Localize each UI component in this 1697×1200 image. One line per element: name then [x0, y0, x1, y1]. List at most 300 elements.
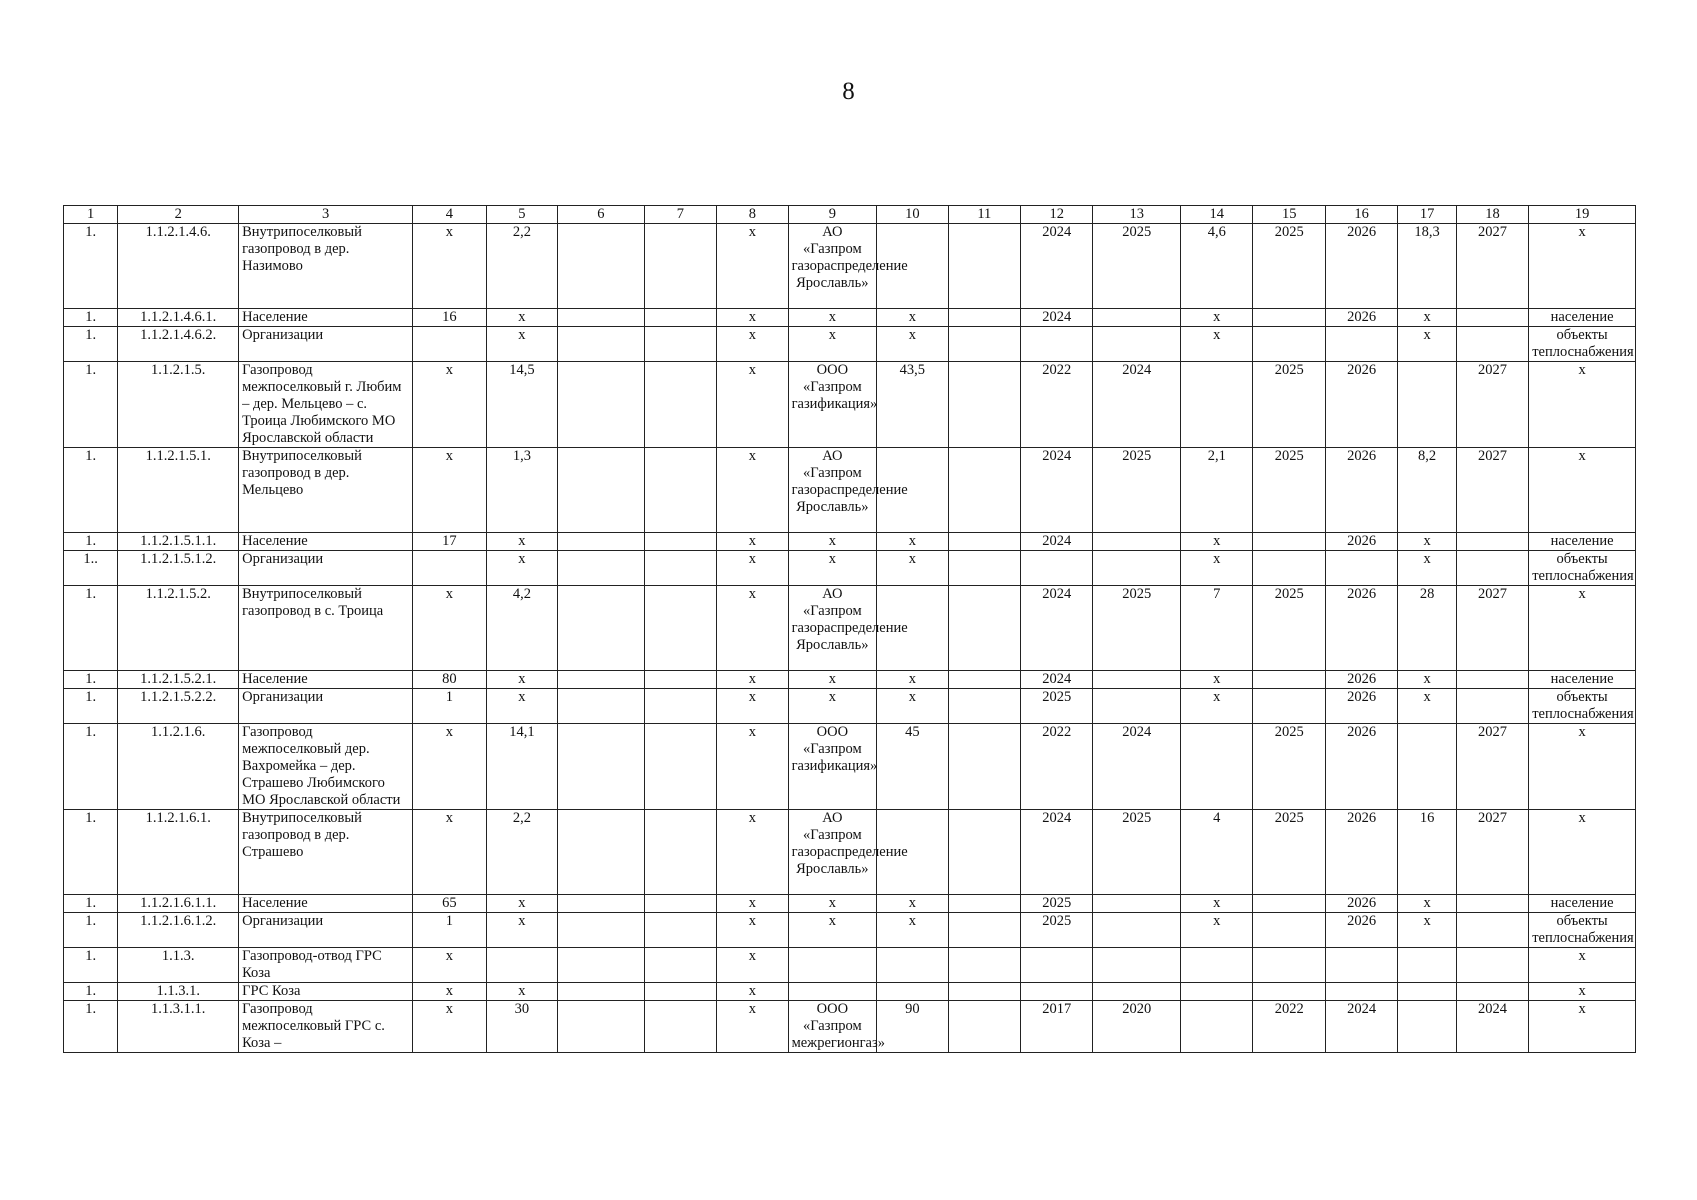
table-cell-col-7: [644, 913, 716, 948]
table-cell-col-15: 2025: [1253, 724, 1325, 810]
table-cell-col-16: 2026: [1325, 448, 1397, 533]
table-cell-col-2: 1.1.2.1.5.1.: [118, 448, 239, 533]
table-cell-col-5: х: [486, 309, 557, 327]
table-cell-col-4: [413, 327, 486, 362]
table-cell-col-5: [486, 948, 557, 983]
table-cell-col-19: объекты теплоснабжения: [1529, 551, 1636, 586]
table-cell-col-2: 1.1.2.1.6.: [118, 724, 239, 810]
table-cell-col-7: [644, 533, 716, 551]
table-cell-col-6: [558, 533, 645, 551]
column-header-16: 16: [1325, 206, 1397, 224]
table-body: [64, 224, 1636, 1053]
table-row: [64, 913, 1636, 948]
table-cell-col-18: 2027: [1456, 362, 1528, 448]
table-cell-col-12: 2017: [1021, 1001, 1093, 1053]
table-cell-col-4: 65: [413, 895, 486, 913]
table-cell-col-4: 80: [413, 671, 486, 689]
table-cell-col-14: [1181, 948, 1253, 983]
table-cell-col-18: 2027: [1456, 724, 1528, 810]
table-cell-col-15: [1253, 983, 1325, 1001]
table-cell-col-15: 2025: [1253, 586, 1325, 671]
table-cell-col-3: Внутрипоселковый газопровод в дер. Назимово: [239, 224, 413, 309]
table-cell-col-15: [1253, 913, 1325, 948]
table-row: [64, 689, 1636, 724]
table-cell-col-18: [1456, 948, 1528, 983]
table-cell-col-2: 1.1.2.1.5.2.: [118, 586, 239, 671]
table-cell-col-18: 2027: [1456, 810, 1528, 895]
table-cell-col-14: х: [1181, 309, 1253, 327]
table-cell-col-19: население: [1529, 671, 1636, 689]
table-cell-col-9: х: [788, 913, 877, 948]
table-cell-col-8: х: [717, 948, 788, 983]
table-cell-col-9: х: [788, 327, 877, 362]
table-cell-col-1: 1.: [64, 948, 118, 983]
table-cell-col-14: х: [1181, 913, 1253, 948]
table-cell-col-1: 1.: [64, 895, 118, 913]
table-cell-col-1: 1.: [64, 913, 118, 948]
table-cell-col-3: Население: [239, 895, 413, 913]
table-cell-col-13: [1093, 948, 1181, 983]
table-cell-col-19: х: [1529, 983, 1636, 1001]
table-cell-col-15: [1253, 551, 1325, 586]
table-cell-col-10: [877, 983, 948, 1001]
table-cell-col-11: [948, 551, 1020, 586]
table-cell-col-13: [1093, 671, 1181, 689]
table-cell-col-3: Внутрипоселковый газопровод в дер. Мельцево: [239, 448, 413, 533]
table-cell-col-8: х: [717, 913, 788, 948]
table-cell-col-19: х: [1529, 586, 1636, 671]
table-cell-col-16: [1325, 983, 1397, 1001]
table-cell-col-16: 2026: [1325, 689, 1397, 724]
column-header-5: 5: [486, 206, 557, 224]
table-cell-col-3: Организации: [239, 689, 413, 724]
table-cell-col-11: [948, 983, 1020, 1001]
table-cell-col-8: х: [717, 724, 788, 810]
table-cell-col-3: Газопровод-отвод ГРС Коза: [239, 948, 413, 983]
table-cell-col-5: х: [486, 913, 557, 948]
table-cell-col-14: х: [1181, 671, 1253, 689]
table-cell-col-13: [1093, 551, 1181, 586]
table-cell-col-16: 2024: [1325, 1001, 1397, 1053]
table-cell-col-14: [1181, 1001, 1253, 1053]
table-cell-col-14: [1181, 362, 1253, 448]
table-cell-col-10: х: [877, 671, 948, 689]
table-cell-col-13: [1093, 913, 1181, 948]
table-cell-col-8: х: [717, 224, 788, 309]
table-cell-col-11: [948, 327, 1020, 362]
table-cell-col-7: [644, 224, 716, 309]
table-cell-col-7: [644, 810, 716, 895]
table-cell-col-2: 1.1.2.1.5.2.2.: [118, 689, 239, 724]
table-cell-col-8: х: [717, 671, 788, 689]
table-cell-col-9: х: [788, 895, 877, 913]
table-cell-col-17: [1398, 983, 1456, 1001]
table-cell-col-17: х: [1398, 309, 1456, 327]
table-cell-col-17: 28: [1398, 586, 1456, 671]
table-cell-col-12: 2024: [1021, 810, 1093, 895]
table-cell-col-11: [948, 448, 1020, 533]
table-cell-col-6: [558, 586, 645, 671]
table-cell-col-18: [1456, 913, 1528, 948]
table-cell-col-18: 2024: [1456, 1001, 1528, 1053]
table-cell-col-12: 2024: [1021, 309, 1093, 327]
table-row: [64, 671, 1636, 689]
table-cell-col-18: 2027: [1456, 224, 1528, 309]
table-cell-col-14: 4,6: [1181, 224, 1253, 309]
table-cell-col-19: население: [1529, 309, 1636, 327]
table-cell-col-7: [644, 724, 716, 810]
table-cell-col-1: 1.: [64, 810, 118, 895]
table-cell-col-9: [788, 948, 877, 983]
table-cell-col-6: [558, 895, 645, 913]
table-row: [64, 983, 1636, 1001]
table-cell-col-10: х: [877, 327, 948, 362]
table-cell-col-13: 2024: [1093, 724, 1181, 810]
table-cell-col-9: АО «Газпром газораспределение Ярославль»: [788, 224, 877, 309]
table-cell-col-18: [1456, 983, 1528, 1001]
table-cell-col-12: 2025: [1021, 689, 1093, 724]
table-cell-col-7: [644, 671, 716, 689]
table-cell-col-13: [1093, 895, 1181, 913]
table-cell-col-4: х: [413, 448, 486, 533]
table-cell-col-14: 7: [1181, 586, 1253, 671]
table-row: [64, 948, 1636, 983]
table-cell-col-8: х: [717, 362, 788, 448]
table-cell-col-4: х: [413, 586, 486, 671]
table-row: [64, 362, 1636, 448]
table-cell-col-2: 1.1.2.1.5.1.2.: [118, 551, 239, 586]
table-cell-col-6: [558, 983, 645, 1001]
table-cell-col-19: объекты теплоснабжения: [1529, 689, 1636, 724]
table-cell-col-16: 2026: [1325, 362, 1397, 448]
table-cell-col-15: [1253, 327, 1325, 362]
table-cell-col-11: [948, 586, 1020, 671]
table-cell-col-5: х: [486, 689, 557, 724]
table-cell-col-14: [1181, 983, 1253, 1001]
table-cell-col-18: 2027: [1456, 448, 1528, 533]
table-cell-col-13: 2024: [1093, 362, 1181, 448]
table-cell-col-8: х: [717, 1001, 788, 1053]
table-cell-col-19: объекты теплоснабжения: [1529, 327, 1636, 362]
table-cell-col-12: 2024: [1021, 224, 1093, 309]
table-cell-col-9: ООО «Газпром газификация»: [788, 724, 877, 810]
table-cell-col-2: 1.1.2.1.4.6.1.: [118, 309, 239, 327]
table-cell-col-1: 1.: [64, 689, 118, 724]
column-header-18: 18: [1456, 206, 1528, 224]
table-cell-col-2: 1.1.2.1.6.1.1.: [118, 895, 239, 913]
table-cell-col-6: [558, 810, 645, 895]
table-cell-col-14: х: [1181, 895, 1253, 913]
table-cell-col-8: х: [717, 689, 788, 724]
table-cell-col-19: х: [1529, 724, 1636, 810]
table-cell-col-18: [1456, 309, 1528, 327]
table-cell-col-17: х: [1398, 671, 1456, 689]
table-row: [64, 309, 1636, 327]
column-header-2: 2: [118, 206, 239, 224]
table-cell-col-12: 2024: [1021, 533, 1093, 551]
table-cell-col-14: 4: [1181, 810, 1253, 895]
table-cell-col-2: 1.1.2.1.4.6.: [118, 224, 239, 309]
table-cell-col-13: [1093, 533, 1181, 551]
table-cell-col-15: 2025: [1253, 448, 1325, 533]
table-cell-col-14: х: [1181, 551, 1253, 586]
table-cell-col-6: [558, 724, 645, 810]
table-cell-col-12: 2024: [1021, 586, 1093, 671]
table-cell-col-5: х: [486, 551, 557, 586]
table-cell-col-17: [1398, 948, 1456, 983]
table-cell-col-3: Население: [239, 671, 413, 689]
table-cell-col-19: население: [1529, 895, 1636, 913]
table-cell-col-2: 1.1.2.1.5.2.1.: [118, 671, 239, 689]
table-cell-col-2: 1.1.3.: [118, 948, 239, 983]
table-cell-col-9: ООО «Газпром межрегионгаз»: [788, 1001, 877, 1053]
table-cell-col-2: 1.1.2.1.6.1.: [118, 810, 239, 895]
table-cell-col-2: 1.1.2.1.4.6.2.: [118, 327, 239, 362]
table-cell-col-10: 45: [877, 724, 948, 810]
table-cell-col-11: [948, 810, 1020, 895]
table-cell-col-15: 2022: [1253, 1001, 1325, 1053]
table-cell-col-16: 2026: [1325, 586, 1397, 671]
table-cell-col-8: х: [717, 551, 788, 586]
table-cell-col-15: [1253, 309, 1325, 327]
table-cell-col-17: х: [1398, 689, 1456, 724]
table-cell-col-8: х: [717, 895, 788, 913]
table-cell-col-16: 2026: [1325, 671, 1397, 689]
table-cell-col-13: 2025: [1093, 224, 1181, 309]
table-cell-col-4: х: [413, 948, 486, 983]
table-cell-col-4: 17: [413, 533, 486, 551]
table-cell-col-7: [644, 689, 716, 724]
table-cell-col-12: 2024: [1021, 448, 1093, 533]
table-cell-col-16: 2026: [1325, 533, 1397, 551]
table-cell-col-11: [948, 1001, 1020, 1053]
table-cell-col-8: х: [717, 309, 788, 327]
table-cell-col-6: [558, 551, 645, 586]
table-row: [64, 724, 1636, 810]
table-cell-col-11: [948, 533, 1020, 551]
table-cell-col-6: [558, 948, 645, 983]
table-cell-col-4: [413, 551, 486, 586]
table-cell-col-6: [558, 362, 645, 448]
table-cell-col-19: объекты теплоснабжения: [1529, 913, 1636, 948]
table-cell-col-16: [1325, 327, 1397, 362]
table-cell-col-1: 1.: [64, 1001, 118, 1053]
table-cell-col-9: ООО «Газпром газификация»: [788, 362, 877, 448]
table-cell-col-12: 2022: [1021, 362, 1093, 448]
table-cell-col-18: [1456, 551, 1528, 586]
table-cell-col-11: [948, 671, 1020, 689]
table-cell-col-6: [558, 448, 645, 533]
table-cell-col-11: [948, 689, 1020, 724]
column-header-3: 3: [239, 206, 413, 224]
table-cell-col-11: [948, 724, 1020, 810]
table-cell-col-3: Организации: [239, 913, 413, 948]
table-cell-col-1: 1.: [64, 533, 118, 551]
table-cell-col-15: 2025: [1253, 362, 1325, 448]
table-cell-col-18: [1456, 327, 1528, 362]
table-cell-col-5: 2,2: [486, 810, 557, 895]
table-row: [64, 448, 1636, 533]
table-cell-col-11: [948, 309, 1020, 327]
column-header-8: 8: [717, 206, 788, 224]
table-cell-col-16: 2026: [1325, 224, 1397, 309]
table-cell-col-9: АО «Газпром газораспределение Ярославль»: [788, 810, 877, 895]
table-cell-col-7: [644, 586, 716, 671]
table-cell-col-13: 2025: [1093, 448, 1181, 533]
table-cell-col-19: х: [1529, 810, 1636, 895]
table-cell-col-1: 1.: [64, 671, 118, 689]
table-row: [64, 224, 1636, 309]
table-cell-col-5: 30: [486, 1001, 557, 1053]
table-row: [64, 533, 1636, 551]
table-row: [64, 327, 1636, 362]
table-cell-col-14: х: [1181, 533, 1253, 551]
gas-pipeline-table: [63, 205, 1636, 1053]
table-cell-col-3: Газопровод межпоселковый г. Любим – дер. Мельцево – с. Троица Любимского МО Ярославской области: [239, 362, 413, 448]
table-cell-col-5: х: [486, 327, 557, 362]
table-cell-col-16: 2026: [1325, 895, 1397, 913]
table-cell-col-16: 2026: [1325, 309, 1397, 327]
table-cell-col-13: [1093, 689, 1181, 724]
table-cell-col-2: 1.1.2.1.6.1.2.: [118, 913, 239, 948]
table-cell-col-1: 1.: [64, 983, 118, 1001]
table-row: [64, 1001, 1636, 1053]
table-cell-col-13: [1093, 327, 1181, 362]
table-cell-col-13: 2020: [1093, 1001, 1181, 1053]
table-cell-col-5: х: [486, 671, 557, 689]
table-cell-col-8: х: [717, 533, 788, 551]
table-cell-col-12: [1021, 551, 1093, 586]
table-cell-col-1: 1.: [64, 586, 118, 671]
table-cell-col-15: 2025: [1253, 810, 1325, 895]
table-cell-col-11: [948, 895, 1020, 913]
table-cell-col-6: [558, 309, 645, 327]
table-cell-col-9: х: [788, 671, 877, 689]
table-cell-col-3: Организации: [239, 327, 413, 362]
table-cell-col-15: [1253, 671, 1325, 689]
table-cell-col-3: Газопровод межпоселковый дер. Вахромейка – дер. Страшево Любимского МО Ярославской области: [239, 724, 413, 810]
table-cell-col-10: [877, 948, 948, 983]
table-cell-col-17: [1398, 362, 1456, 448]
table-cell-col-15: 2025: [1253, 224, 1325, 309]
column-header-4: 4: [413, 206, 486, 224]
table-cell-col-4: х: [413, 983, 486, 1001]
table-cell-col-11: [948, 948, 1020, 983]
table-cell-col-10: х: [877, 689, 948, 724]
table-cell-col-9: х: [788, 551, 877, 586]
table-cell-col-4: 1: [413, 689, 486, 724]
table-cell-col-1: 1..: [64, 551, 118, 586]
table-cell-col-9: АО «Газпром газораспределение Ярославль»: [788, 448, 877, 533]
table-cell-col-10: х: [877, 895, 948, 913]
table-cell-col-8: х: [717, 327, 788, 362]
table-cell-col-17: 18,3: [1398, 224, 1456, 309]
table-cell-col-3: Организации: [239, 551, 413, 586]
column-header-13: 13: [1093, 206, 1181, 224]
column-header-10: 10: [877, 206, 948, 224]
table-cell-col-17: х: [1398, 551, 1456, 586]
table-cell-col-17: х: [1398, 913, 1456, 948]
table-cell-col-19: х: [1529, 1001, 1636, 1053]
table-cell-col-5: х: [486, 983, 557, 1001]
column-header-1: 1: [64, 206, 118, 224]
table-cell-col-4: 16: [413, 309, 486, 327]
table-cell-col-9: АО «Газпром газораспределение Ярославль»: [788, 586, 877, 671]
table-row: [64, 810, 1636, 895]
table-cell-col-19: х: [1529, 948, 1636, 983]
table-cell-col-7: [644, 551, 716, 586]
table-cell-col-5: х: [486, 533, 557, 551]
table-cell-col-5: 1,3: [486, 448, 557, 533]
table-cell-col-13: [1093, 983, 1181, 1001]
table-cell-col-18: [1456, 671, 1528, 689]
table-cell-col-17: х: [1398, 895, 1456, 913]
table-cell-col-14: 2,1: [1181, 448, 1253, 533]
table-cell-col-14: [1181, 724, 1253, 810]
table-cell-col-8: х: [717, 586, 788, 671]
table-cell-col-7: [644, 327, 716, 362]
table-cell-col-14: х: [1181, 689, 1253, 724]
column-header-15: 15: [1253, 206, 1325, 224]
table-cell-col-10: 43,5: [877, 362, 948, 448]
table-cell-col-4: х: [413, 724, 486, 810]
table-cell-col-13: 2025: [1093, 810, 1181, 895]
table-cell-col-9: [788, 983, 877, 1001]
table-cell-col-3: Газопровод межпоселковый ГРС с. Коза –: [239, 1001, 413, 1053]
table-cell-col-10: 90: [877, 1001, 948, 1053]
column-header-19: 19: [1529, 206, 1636, 224]
table-cell-col-10: х: [877, 533, 948, 551]
table-cell-col-16: [1325, 948, 1397, 983]
table-cell-col-18: [1456, 689, 1528, 724]
table-cell-col-12: 2022: [1021, 724, 1093, 810]
table-cell-col-6: [558, 1001, 645, 1053]
table-row: [64, 551, 1636, 586]
table-cell-col-19: х: [1529, 362, 1636, 448]
table-cell-col-6: [558, 327, 645, 362]
table-cell-col-3: ГРС Коза: [239, 983, 413, 1001]
table-cell-col-19: х: [1529, 224, 1636, 309]
table-cell-col-15: [1253, 533, 1325, 551]
table-cell-col-4: х: [413, 362, 486, 448]
table-cell-col-8: х: [717, 810, 788, 895]
table-cell-col-17: х: [1398, 327, 1456, 362]
table-cell-col-6: [558, 689, 645, 724]
table-cell-col-18: 2027: [1456, 586, 1528, 671]
table-cell-col-8: х: [717, 983, 788, 1001]
table-cell-col-4: х: [413, 810, 486, 895]
table-cell-col-15: [1253, 689, 1325, 724]
table-cell-col-2: 1.1.2.1.5.1.1.: [118, 533, 239, 551]
table-cell-col-19: х: [1529, 448, 1636, 533]
table-cell-col-3: Внутрипоселковый газопровод в с. Троица: [239, 586, 413, 671]
table-cell-col-15: [1253, 895, 1325, 913]
table-cell-col-6: [558, 913, 645, 948]
table-cell-col-3: Население: [239, 309, 413, 327]
table-cell-col-17: х: [1398, 533, 1456, 551]
table-cell-col-5: 4,2: [486, 586, 557, 671]
table-cell-col-12: [1021, 948, 1093, 983]
table-cell-col-11: [948, 224, 1020, 309]
table-cell-col-7: [644, 1001, 716, 1053]
table-cell-col-5: 14,5: [486, 362, 557, 448]
column-header-14: 14: [1181, 206, 1253, 224]
table-cell-col-9: х: [788, 309, 877, 327]
table-row: [64, 586, 1636, 671]
table-cell-col-12: 2025: [1021, 913, 1093, 948]
table-cell-col-9: х: [788, 689, 877, 724]
table-cell-col-12: [1021, 327, 1093, 362]
